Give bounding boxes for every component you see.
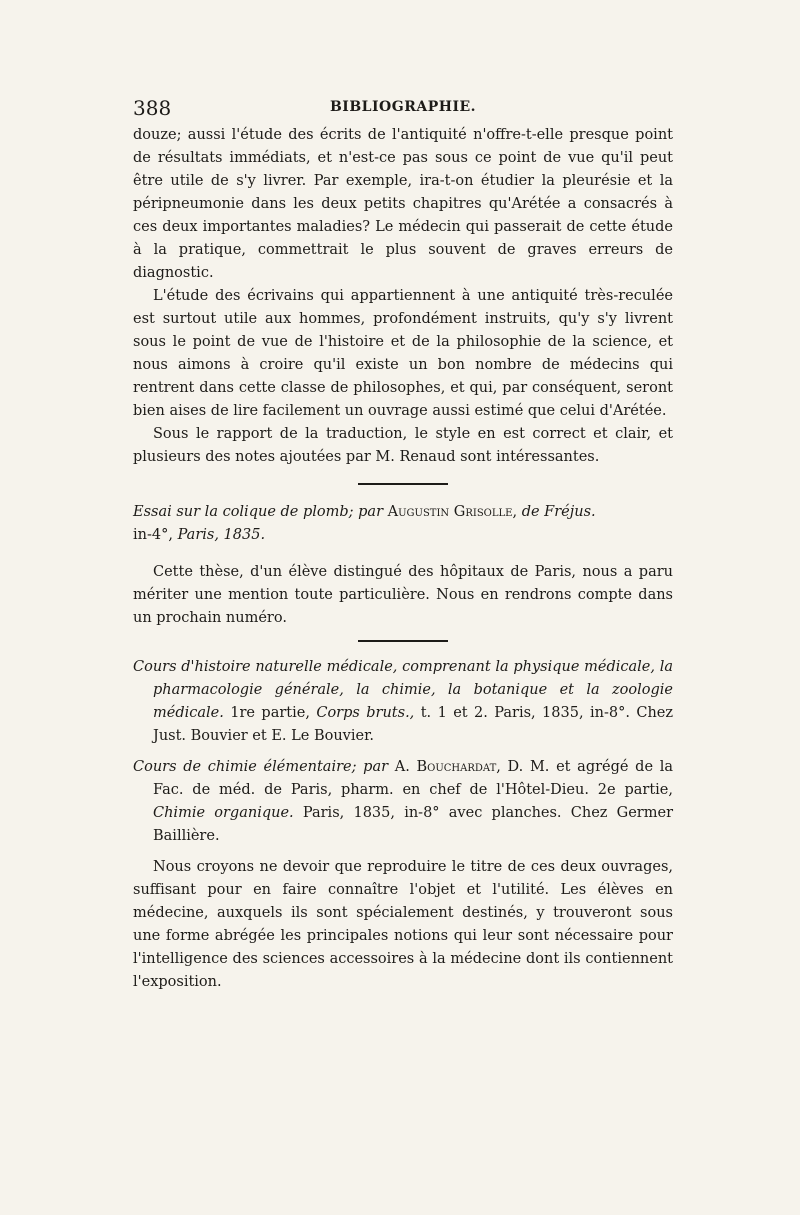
entry-details-2: Paris, 1835, in-8° avec planches. Chez Germer Baillière. [153,805,673,844]
paragraph-continuation: douze; aussi l'étude des écrits de l'antiquité n'offre-t-elle presque point de résultats immédiats, et n'est-ce pas sous ce point de vue qu'il peut être utile de s'y livrer. Par exemple, ira-t-on étudier la pleurésie et la péripneumonie dans les deux petits chapitres qu'Arétée a consacrés à ces deux importantes maladies? Le médecin qui passerait de cette étude à la pratique, commettrait le plus souvent de graves erreurs de diagnostic. [133,127,673,281]
entry-subtitle: Corps bruts., [316,705,415,721]
paragraph-traduction: Sous le rapport de la traduction, le style en est correct et clair, et plusieurs des notes ajoutées par M. Renaud sont intéressantes. [133,426,673,465]
entry-title: Cours d'histoire naturelle médicale, comprenant la physique médicale, la pharmacologie générale, la chimie, la botanique et la zoologie médicale. [133,659,673,721]
page-body [133,124,673,994]
page-number: 388 [133,96,172,120]
section-divider [358,483,448,485]
paragraph-ouvrages-review: Nous croyons ne devoir que reproduire le titre de ces deux ouvrages, suffisant pour en faire connaître l'objet et l'utilité. Les élèves en médecine, auxquels ils sont spécialement destinés, y trouveront sous une forme abrégée les principales notions qui leur sont nécessaire pour l'intelligence des sciences accessoires à la médecine dont ils contiennent l'exposition. [133,859,673,990]
entry-title: Cours de chimie élémentaire; par [133,759,389,775]
entry-author: A. Bouchardat, [394,759,501,775]
paragraph-these-review: Cette thèse, d'un élève distingué des hôpitaux de Paris, nous a paru mériter une mention toute particulière. Nous en rendrons compte dans un prochain numéro. [133,564,673,626]
entry-title: Essai sur la colique de plomb; par [133,504,384,520]
section-divider [358,640,448,642]
bibliography-entry-grisolle [133,501,673,547]
running-head: BIBLIOGRAPHIE. [329,99,477,115]
entry-origin: de Fréjus. [521,504,596,520]
entry-subtitle: Chimie organique. [153,805,294,821]
entry-author: Augustin Grisolle, [387,504,518,520]
page-header [133,96,673,120]
entry-details: D. M. et agrégé de la Fac. de méd. de Paris, pharm. en chef de l'Hôtel-Dieu. 2e partie, [153,759,673,798]
entry-place-year: Paris, 1835. [177,527,266,543]
paragraph-etude-ecrivains: L'étude des écrivains qui appartiennent à une antiquité très-reculée est surtout utile aux hommes, profondément instruits, qu'y s'y livrent sous le point de vue de l'histoire et de la philosophie de la science, et nous aimons à croire qu'il existe un bon nombre de médecins qui rentrent dans cette classe de philosophes, et qui, par conséquent, seront bien aises de lire facilement un ouvrage aussi estimé que celui d'Arétée. [133,288,673,419]
entry-format: in-4°, [133,527,173,543]
entry-details: t. 1 et 2. Paris, 1835, in-8°. Chez Just. Bouvier et E. Le Bouvier. [153,705,674,744]
entry-part: 1re partie, [230,705,310,721]
bibliography-entry-histoire-naturelle [133,656,673,748]
bibliography-entry-chimie [133,756,673,848]
